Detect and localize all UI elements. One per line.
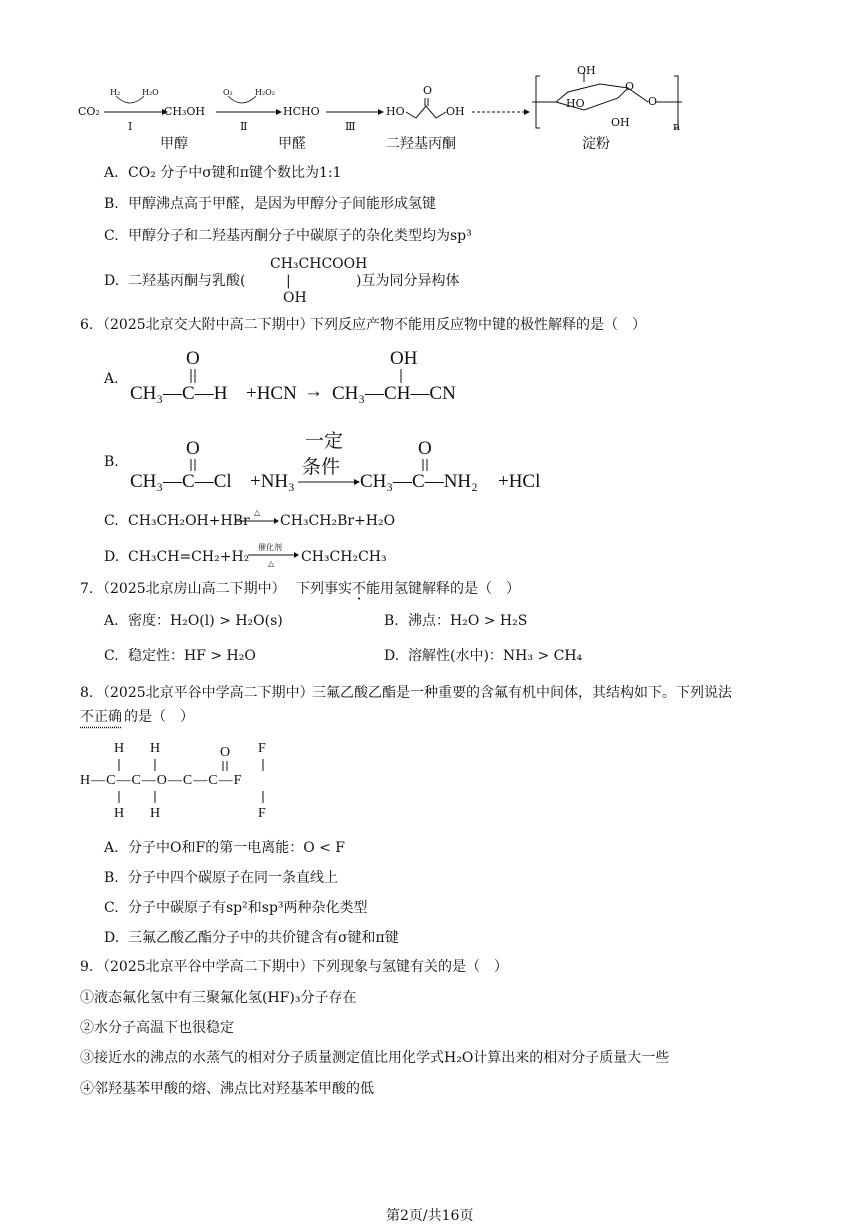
label-methanol: 甲醇 <box>160 136 188 152</box>
q6-c-arrow <box>236 516 280 526</box>
q5-option-b-letter: B. <box>104 196 119 212</box>
q8-h-top-2: H <box>150 741 161 756</box>
q9-source: （2025北京平谷中学高二下期中） <box>96 959 314 975</box>
lactic-acid-formula: CH₃CHCOOH <box>270 256 368 272</box>
q8-c: 分子中碳原子有sp²和sp³两种杂化类型 <box>128 900 368 916</box>
dha-oh: OH <box>446 105 465 118</box>
q6-number: 6. <box>80 317 94 333</box>
label-formaldehyde: 甲醛 <box>278 136 306 152</box>
starch-n: n <box>673 120 681 133</box>
q9-item-4: ④邻羟基苯甲酸的熔、沸点比对羟基苯甲酸的低 <box>80 1081 374 1097</box>
scheme-h2o: H₂O <box>142 88 159 97</box>
scheme-arrow-3 <box>324 104 386 118</box>
q8-stem: 三氟乙酸乙酯是一种重要的含氟有机中间体，其结构如下。下列说法 <box>312 685 732 701</box>
q8-h-top-1: H <box>114 741 125 756</box>
scheme-h2: H₂ <box>110 88 121 97</box>
q8-stem-emph: 不正确 <box>80 709 122 725</box>
lactic-acid-oh: OH <box>283 290 307 306</box>
starch-o-link: O <box>648 95 658 108</box>
q7-a: 密度：H₂O(l) > H₂O(s) <box>128 613 283 629</box>
q8-f-bot: F <box>258 806 266 821</box>
starch-structure <box>532 66 682 136</box>
q8-b: 分子中四个碳原子在同一条直线上 <box>128 870 338 886</box>
q8-d: 三氟乙酸乙酯分子中的共价键含有σ键和π键 <box>128 930 399 946</box>
q7-stem-emph: 不 · <box>352 580 366 598</box>
q6-stem: 下列反应产物不能用反应物中键的极性解释的是（ ） <box>310 317 646 333</box>
q6-a-oh: OH <box>390 348 418 369</box>
q7-stem-before: 下列事实 <box>296 581 352 597</box>
q6-c-rhs: CH₃CH₂Br+H₂O <box>280 513 396 529</box>
scheme-ch3oh: CH₃OH <box>164 105 206 118</box>
q8-o-top: O <box>220 745 231 760</box>
q8-stem-after: 的是（ ） <box>124 709 194 725</box>
q7-c: 稳定性：HF > H₂O <box>128 648 256 664</box>
q5-option-c-letter: C. <box>104 228 119 244</box>
q6-b-cond-top: 一定 <box>305 431 344 452</box>
starch-oh-bottom: OH <box>611 116 630 129</box>
q5-option-d-letter: D. <box>104 273 120 289</box>
scheme-step1: Ⅰ <box>128 120 133 133</box>
dha-o: O <box>423 84 433 97</box>
scheme-hcho: HCHO <box>283 105 320 118</box>
lactic-acid-bond: | <box>286 273 291 289</box>
q6-d-rhs: CH₃CH₂CH₃ <box>301 549 387 565</box>
q6-b-rhs: CH₃—C—NH₂ <box>360 471 478 492</box>
q5-option-c: 甲醇分子和二羟基丙酮分子中碳原子的杂化类型均为sp³ <box>128 228 472 244</box>
q7-b-letter: B. <box>384 613 399 629</box>
q9-number: 9. <box>80 959 94 975</box>
starch-ho: HO <box>566 97 585 110</box>
label-dha: 二羟基丙酮 <box>386 136 456 152</box>
scheme-arrow-1 <box>102 92 172 122</box>
scheme-dashed-arrow <box>470 106 532 118</box>
q7-stem-after: 能用氢键解释的是（ ） <box>366 581 520 597</box>
scheme-o2: O₂ <box>223 88 233 97</box>
page-number: 第2页/共16页 <box>386 1208 474 1224</box>
scheme-arrow-2 <box>214 92 286 122</box>
q7-d-letter: D. <box>384 648 400 664</box>
q8-a: 分子中O和F的第一电离能：O < F <box>128 840 346 856</box>
q6-a-letter: A. <box>104 371 119 387</box>
q6-c-cond: △ <box>254 508 261 517</box>
q5-option-a-letter: A. <box>104 165 119 181</box>
q6-b-o2: O <box>418 438 432 459</box>
starch-o-ring: O <box>625 80 635 93</box>
q5-option-d-after: )互为同分异构体 <box>356 273 460 289</box>
q5-option-a: CO₂ 分子中σ键和π键个数比为1:1 <box>128 165 342 181</box>
q6-c-letter: C. <box>104 513 119 529</box>
q8-c-letter: C. <box>104 900 119 916</box>
q6-a-o: O <box>186 348 200 369</box>
q6-b-reagent: +NH₃ <box>250 471 295 492</box>
q7-b: 沸点：H₂O > H₂S <box>408 613 528 629</box>
q8-f-top: F <box>258 741 266 756</box>
q9-item-3: ③接近水的沸点的水蒸气的相对分子质量测定值比用化学式H₂O计算出来的相对分子质量大一些 <box>80 1050 670 1066</box>
q6-b-cond-bottom: 条件 <box>302 457 341 478</box>
q8-b-letter: B. <box>104 870 119 886</box>
q8-source: （2025北京平谷中学高二下期中） <box>96 685 314 701</box>
starch-oh-top: OH <box>577 64 596 77</box>
q8-main-chain: H—C—C—O—C—C—F <box>80 773 243 788</box>
q6-b-hcl: +HCl <box>498 471 541 492</box>
q9-item-1: ①液态氟化氢中有三聚氟化氢(HF)₃分子存在 <box>80 990 357 1006</box>
q8-number: 8. <box>80 685 94 701</box>
q6-b-o: O <box>186 438 200 459</box>
q8-d-letter: D. <box>104 930 120 946</box>
q6-d-cond-bottom: △ <box>268 559 275 568</box>
q6-b-lhs: CH₃—C—Cl <box>130 471 232 492</box>
q6-a-lhs: CH₃—C—H <box>130 383 228 404</box>
q7-number: 7. <box>80 581 94 597</box>
label-starch: 淀粉 <box>582 136 610 152</box>
q5-option-d-before: 二羟基丙酮与乳酸( <box>128 273 246 289</box>
scheme-h2o2: H₂O₂ <box>255 88 275 97</box>
q6-source: （2025北京交大附中高二下期中） <box>96 317 314 333</box>
scheme-step2: Ⅱ <box>240 120 248 133</box>
q5-option-b: 甲醇沸点高于甲醛，是因为甲醇分子间能形成氢键 <box>128 196 436 212</box>
dha-bonds <box>404 96 448 120</box>
q6-d-lhs: CH₃CH=CH₂+H₂ <box>128 549 250 565</box>
q9-stem: 下列现象与氢键有关的是（ ） <box>312 959 508 975</box>
q7-source: （2025北京房山高二下期中） <box>96 581 286 597</box>
q7-a-letter: A. <box>104 613 119 629</box>
q7-d: 溶解性(水中)：NH₃ > CH₄ <box>408 648 583 664</box>
q8-a-letter: A. <box>104 840 119 856</box>
q6-b-arrow <box>298 476 362 488</box>
q8-h-bot-2: H <box>150 806 161 821</box>
q6-a-reagent: +HCN <box>246 383 297 404</box>
q7-c-letter: C. <box>104 648 119 664</box>
q6-b-letter: B. <box>104 454 119 470</box>
dha-ho: HO <box>386 105 405 118</box>
q6-c-lhs: CH₃CH₂OH+HBr <box>128 513 250 529</box>
q6-d-letter: D. <box>104 549 120 565</box>
scheme-step3: Ⅲ <box>345 120 356 133</box>
q6-d-cond-top: 催化剂 <box>258 543 282 552</box>
q6-a-arrow: → <box>304 381 323 402</box>
q6-a-rhs: CH₃—CH—CN <box>332 383 456 404</box>
q9-item-2: ②水分子高温下也很稳定 <box>80 1020 234 1036</box>
q8-h-bot-1: H <box>114 806 125 821</box>
scheme-co2: CO₂ <box>78 105 100 118</box>
